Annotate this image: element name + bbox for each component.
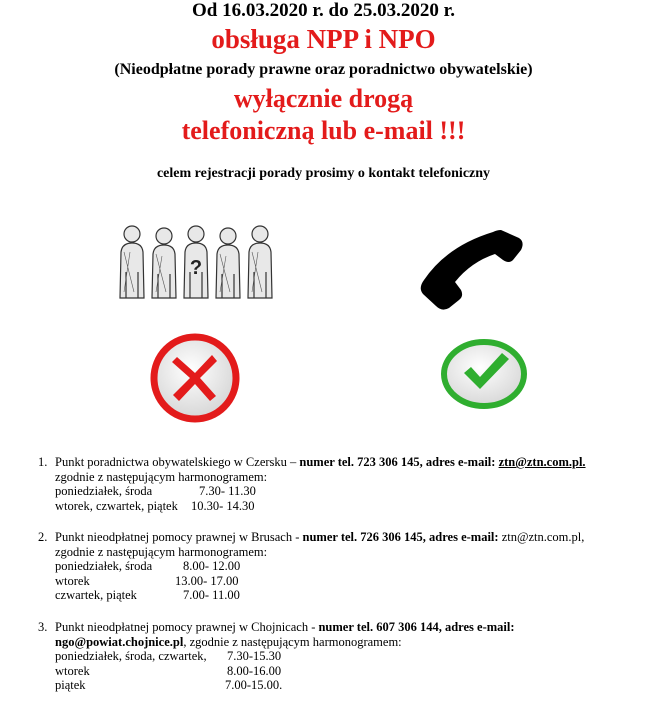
item-number: 1. <box>38 455 48 469</box>
schedule-days: poniedziałek, środa <box>55 484 153 498</box>
schedule-days: poniedziałek, środa <box>55 559 153 573</box>
item-number: 2. <box>38 530 48 544</box>
schedule-days: czwartek, piątek <box>55 588 137 602</box>
schedule-days: poniedziałek, środa, czwartek, <box>55 649 207 663</box>
schedule-hours: 8.00-16.00 <box>227 663 282 678</box>
schedule-days: wtorek <box>55 573 90 588</box>
registration-note: celem rejestracji porady prosimy o kontakt telefoniczny <box>156 166 491 181</box>
only-by-heading: wyłącznie drogą <box>233 84 414 113</box>
item-email[interactable]: ztn@ztn.com.pl, <box>498 530 585 544</box>
item-lead: Punkt nieodpłatnej pomocy prawnej w Brusach - <box>55 530 303 544</box>
svg-text:?: ? <box>189 257 203 279</box>
schedule-hours: 7.30- 11.30 <box>199 484 256 498</box>
item-email-link[interactable]: ztn@ztn.com.pl. <box>498 455 586 469</box>
schedule-hours: 10.30- 14.30 <box>191 498 255 513</box>
item-email[interactable]: ngo@powiat.chojnice.pl <box>55 634 184 649</box>
people-sketch-icon <box>112 222 282 300</box>
list-item-chojnice <box>38 620 638 693</box>
service-subtitle: (Nieodpłatne porady prawne oraz poradnictwo obywatelskie) <box>114 61 533 78</box>
date-range-heading: Od 16.03.2020 r. do 25.03.2020 r. <box>191 0 456 21</box>
item-lead: Punkt poradnictwa obywatelskiego w Czersku – <box>55 455 300 469</box>
schedule-days: piątek <box>55 678 86 692</box>
item-contact: numer tel. 726 306 145, adres e-mail: <box>302 530 499 544</box>
schedule-days: wtorek, czwartek, piątek <box>55 498 178 513</box>
item-lead: Punkt nieodpłatnej pomocy prawnej w Chojnicach - <box>55 620 319 634</box>
list-item-brusy <box>38 530 638 603</box>
item-schedule-intro: , zgodnie z następującym harmonogramem: <box>183 634 402 649</box>
schedule-days: wtorek <box>55 663 90 678</box>
schedule-hours: 7.00-15.00. <box>225 678 283 692</box>
item-schedule-intro: zgodnie z następującym harmonogramem: <box>55 469 268 484</box>
item-contact: numer tel. 723 306 145, adres e-mail: <box>299 455 499 469</box>
list-item-czersk <box>38 455 638 513</box>
schedule-hours: 7.00- 11.00 <box>183 588 240 602</box>
item-number: 3. <box>38 620 48 634</box>
item-schedule-intro: zgodnie z następującym harmonogramem: <box>55 544 268 559</box>
telephone-handset-icon <box>415 228 525 310</box>
schedule-hours: 8.00- 12.00 <box>183 559 241 573</box>
schedule-hours: 7.30-15.30 <box>227 649 282 663</box>
item-contact: numer tel. 607 306 144, adres e-mail: <box>318 620 515 634</box>
red-cross-icon <box>150 333 240 423</box>
green-check-icon <box>440 337 528 409</box>
schedule-hours: 13.00- 17.00 <box>175 573 239 588</box>
service-heading: obsługa NPP i NPO <box>211 24 436 54</box>
channel-heading: telefoniczną lub e-mail !!! <box>181 116 466 145</box>
